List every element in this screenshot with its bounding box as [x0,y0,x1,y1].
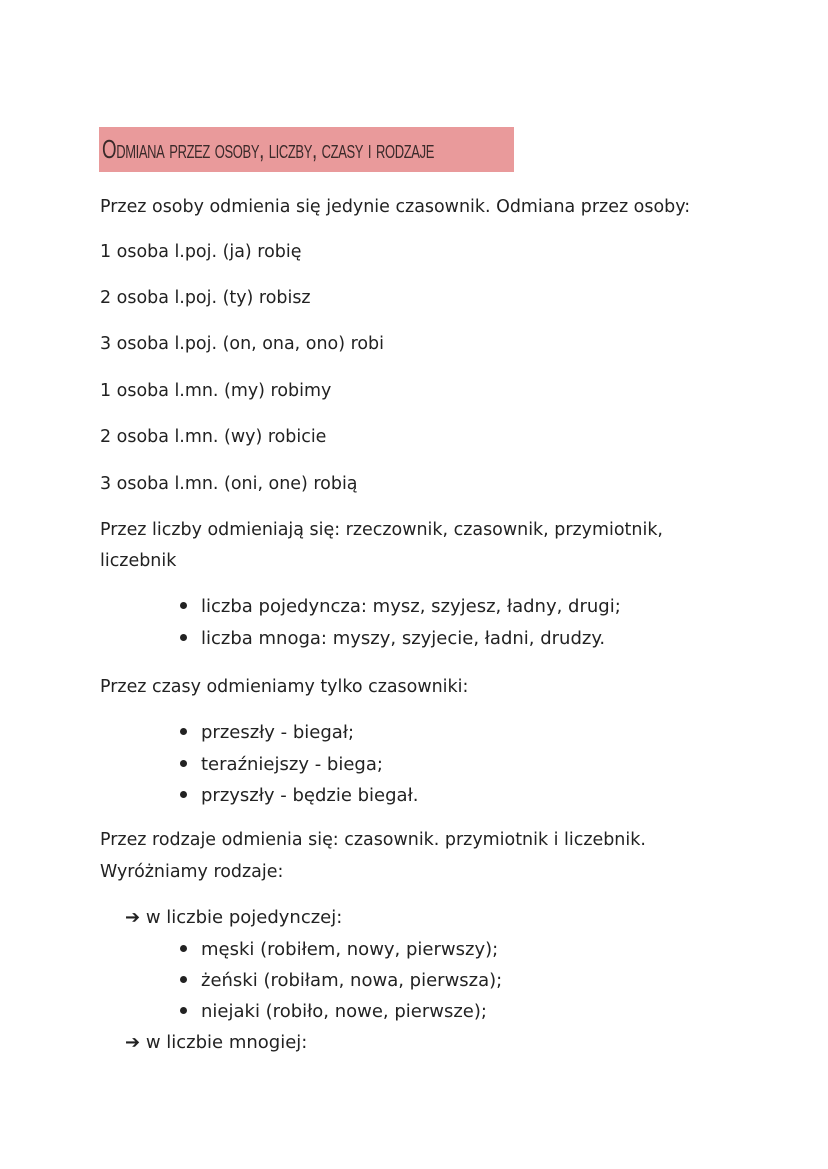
list-item [180,938,498,962]
list-item-text: przyszły - będzie biegał. [201,785,419,806]
list-item-text: liczba pojedyncza: mysz, szyjesz, ładny, drugi; [201,596,621,617]
person-line: 1 osoba l.mn. (my) robimy [100,380,332,401]
list-item-text: przeszły - biegał; [201,722,355,743]
section-title-highlight [99,127,514,172]
numbers-intro-cont: liczebnik [100,550,177,571]
list-item-text: męski (robiłem, nowy, pierwszy); [201,939,499,960]
list-item [180,1000,487,1024]
list-item-text: liczba mnoga: myszy, szyjecie, ładni, drudzy. [201,628,606,649]
person-line: 3 osoba l.mn. (oni, one) robią [100,473,358,494]
arrow-item-text: w liczbie pojedynczej: [145,907,343,928]
bullet-icon [180,728,187,735]
bullet-icon [180,634,187,641]
numbers-intro: Przez liczby odmieniają się: rzeczownik, czasownik, przymiotnik, [100,519,663,540]
tenses-intro: Przez czasy odmieniamy tylko czasowniki: [100,676,469,697]
arrow-item-plural [125,1031,307,1055]
person-line: 3 osoba l.poj. (on, ona, ono) robi [100,333,384,354]
list-item-text: żeński (robiłam, nowa, pierwsza); [201,970,503,991]
person-line: 1 osoba l.poj. (ja) robię [100,241,302,262]
person-line: 2 osoba l.poj. (ty) robisz [100,287,311,308]
bullet-icon [180,945,187,952]
arrow-icon: ➔ [125,1032,141,1053]
arrow-icon: ➔ [125,907,141,928]
bullet-icon [180,602,187,609]
person-line: 2 osoba l.mn. (wy) robicie [100,426,327,447]
list-item [180,721,354,745]
arrow-item-text: w liczbie mnogiej: [145,1032,308,1053]
arrow-item-singular [125,906,342,930]
list-item-text: niejaki (robiło, nowe, pierwsze); [201,1001,487,1022]
list-item [180,784,418,808]
list-item [180,595,621,619]
list-item-text: teraźniejszy - biega; [201,754,383,775]
intro-text: Przez osoby odmienia się jedynie czasownik. Odmiana przez osoby: [100,196,691,217]
list-item [180,753,383,777]
bullet-icon [180,1007,187,1014]
list-item [180,969,502,993]
page-title: Odmiana przez osoby, liczby, czasy i rodzaje [102,134,434,164]
list-item [180,627,605,651]
bullet-icon [180,976,187,983]
bullet-icon [180,791,187,798]
genders-intro: Przez rodzaje odmienia się: czasownik. przymiotnik i liczebnik. [100,829,646,850]
genders-intro-cont: Wyróżniamy rodzaje: [100,861,284,882]
bullet-icon [180,760,187,767]
